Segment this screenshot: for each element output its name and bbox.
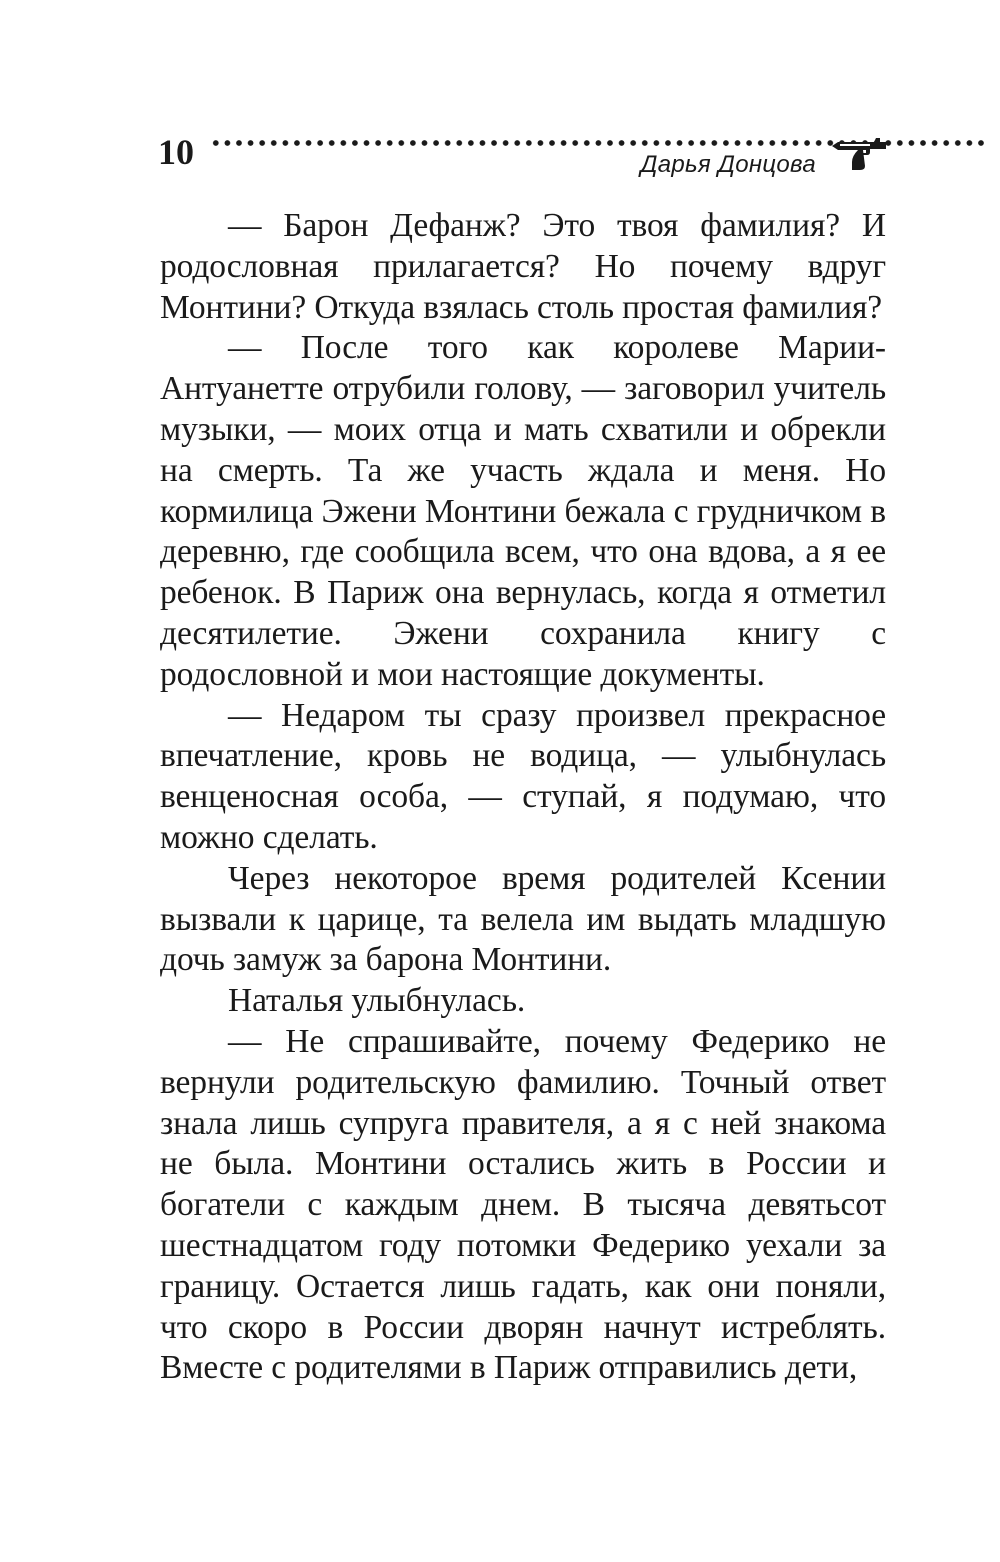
revolver-icon: [830, 132, 890, 172]
running-head-author: Дарья Донцова: [640, 151, 816, 178]
paragraph: Через некоторое время родителей Ксении вызвали к царице, та велела им выдать младшую дочь замуж за барона Монтини.: [160, 859, 886, 979]
paragraph: — После того как королеве Марии-Антуанетте отрубили голову, — заговорил учитель музыки, — моих отца и мать схватили и обрекли на смерть. Та же участь ждала и меня. Но кормилица Эжени Монтини бежала с грудничком в деревню, где сообщила всем, что она вдова, а я ее ребенок. В Париж она вернулась, когда я отметил десятилетие. Эжени сохранила книгу с родословной и мои настоящие документы.: [160, 329, 886, 693]
paragraph: Наталья улыбнулась.: [228, 982, 526, 1020]
running-header: [158, 128, 888, 188]
page-number: 10: [158, 132, 194, 172]
body-text: [160, 206, 886, 1389]
paragraph: — Недаром ты сразу произвел прекрасное впечатление, кровь не водица, — улыбнулась венценосная особа, — ступай, я подумаю, что можно сделать.: [160, 696, 886, 856]
paragraph: — Барон Дефанж? Это твоя фамилия? И родословная прилагается? Но почему вдруг Монтини? Откуда взялась столь простая фамилия?: [160, 207, 886, 326]
paragraph: — Не спрашивайте, почему Федерико не вернули родительскую фамилию. Точный ответ знала лишь супруга правителя, а я с ней знакома не была. Монтини остались жить в России и богатели с каждым днем. В тысяча девятьсот шестнадцатом году потомки Федерико уехали за границу. Остается лишь гадать, как они поняли, что скоро в России дворян начнут истреблять. Вместе с родителями в Париж отправились дети,: [160, 1022, 886, 1387]
